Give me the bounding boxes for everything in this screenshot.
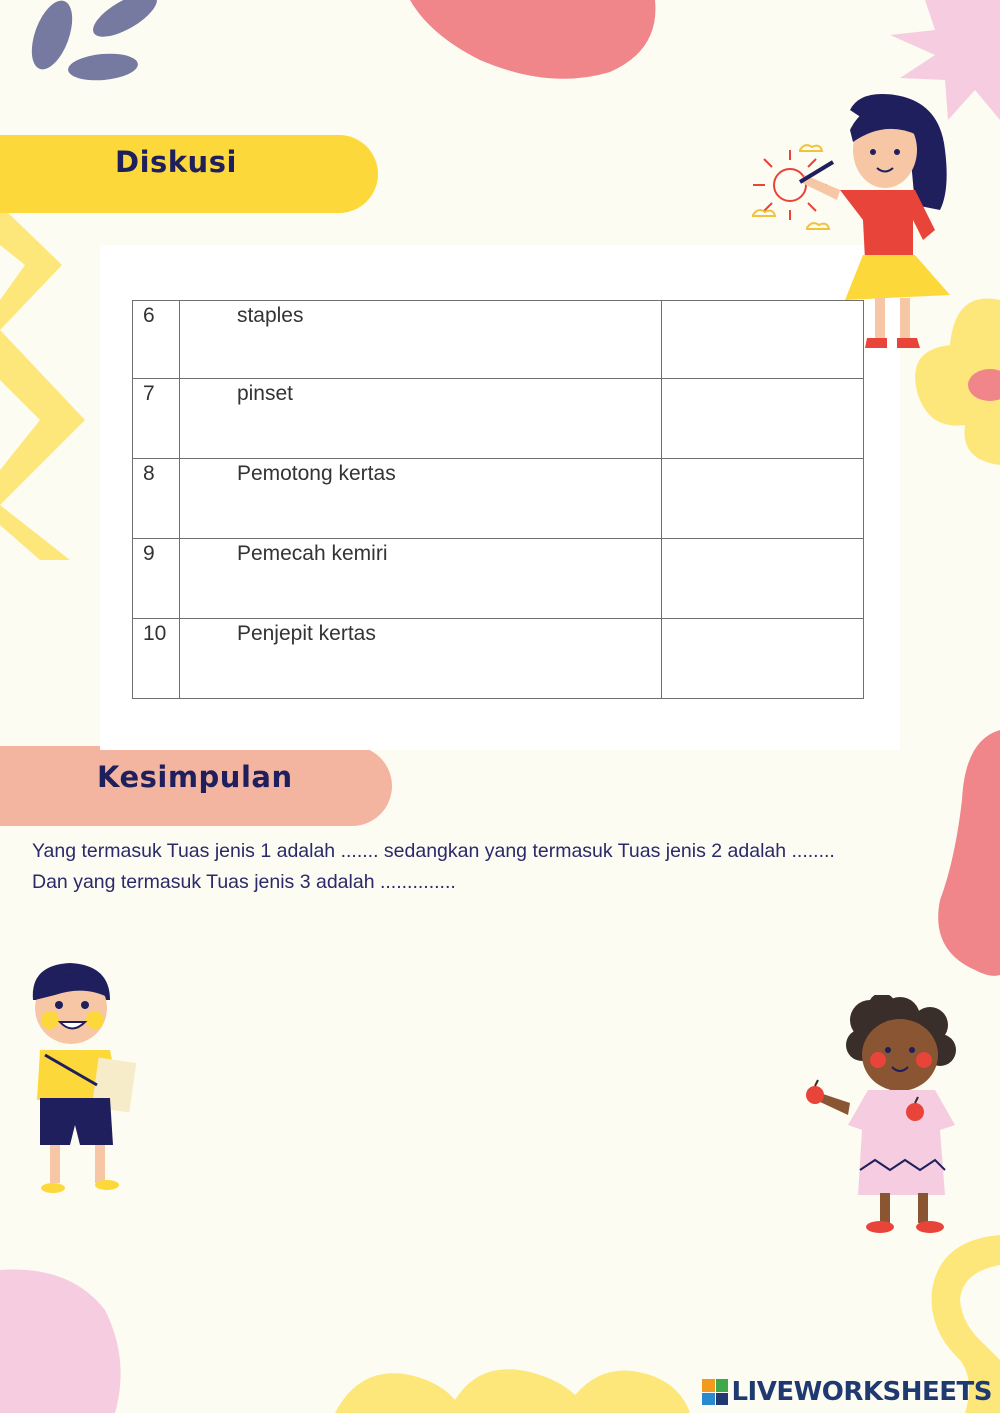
conclusion-line-1: Yang termasuk Tuas jenis 1 adalah ....... sedangkan yang termasuk Tuas jenis 2 adalah ........	[32, 840, 835, 862]
row-item: staples	[179, 301, 661, 379]
table-row	[133, 459, 864, 539]
yellow-squiggle	[335, 1369, 690, 1413]
tools-table	[132, 300, 864, 699]
leaf-shape	[87, 0, 163, 45]
liveworksheets-brand	[702, 1377, 992, 1407]
conclusion-text	[32, 836, 952, 898]
pink-blob-top	[410, 0, 655, 79]
table-row	[133, 379, 864, 459]
brand-name: LIVEWORKSHEETS	[731, 1377, 992, 1407]
answer-cell[interactable]	[661, 379, 863, 459]
kesimpulan-title: Kesimpulan	[97, 760, 293, 794]
answer-cell[interactable]	[661, 539, 863, 619]
row-number: 8	[133, 459, 180, 539]
table-row	[133, 619, 864, 699]
row-item: Pemecah kemiri	[179, 539, 661, 619]
row-number: 9	[133, 539, 180, 619]
answer-cell[interactable]	[661, 619, 863, 699]
row-number: 7	[133, 379, 180, 459]
row-item: pinset	[179, 379, 661, 459]
row-item: Penjepit kertas	[179, 619, 661, 699]
girl-apples-illustration	[800, 995, 965, 1240]
diskusi-title: Diskusi	[115, 145, 237, 179]
liveworksheets-logo-icon	[702, 1379, 728, 1405]
leaf-shape	[67, 51, 139, 83]
row-number: 10	[133, 619, 180, 699]
table-row	[133, 539, 864, 619]
conclusion-line-2: Dan yang termasuk Tuas jenis 3 adalah ..............	[32, 871, 456, 893]
yellow-zigzag	[0, 205, 85, 560]
row-item: Pemotong kertas	[179, 459, 661, 539]
leaf-shape	[24, 0, 81, 75]
girl-drawing-illustration	[745, 90, 960, 355]
row-number: 6	[133, 301, 180, 379]
pink-blob-bottom-left	[0, 1270, 121, 1413]
boy-writing-illustration	[25, 960, 150, 1200]
answer-cell[interactable]	[661, 459, 863, 539]
